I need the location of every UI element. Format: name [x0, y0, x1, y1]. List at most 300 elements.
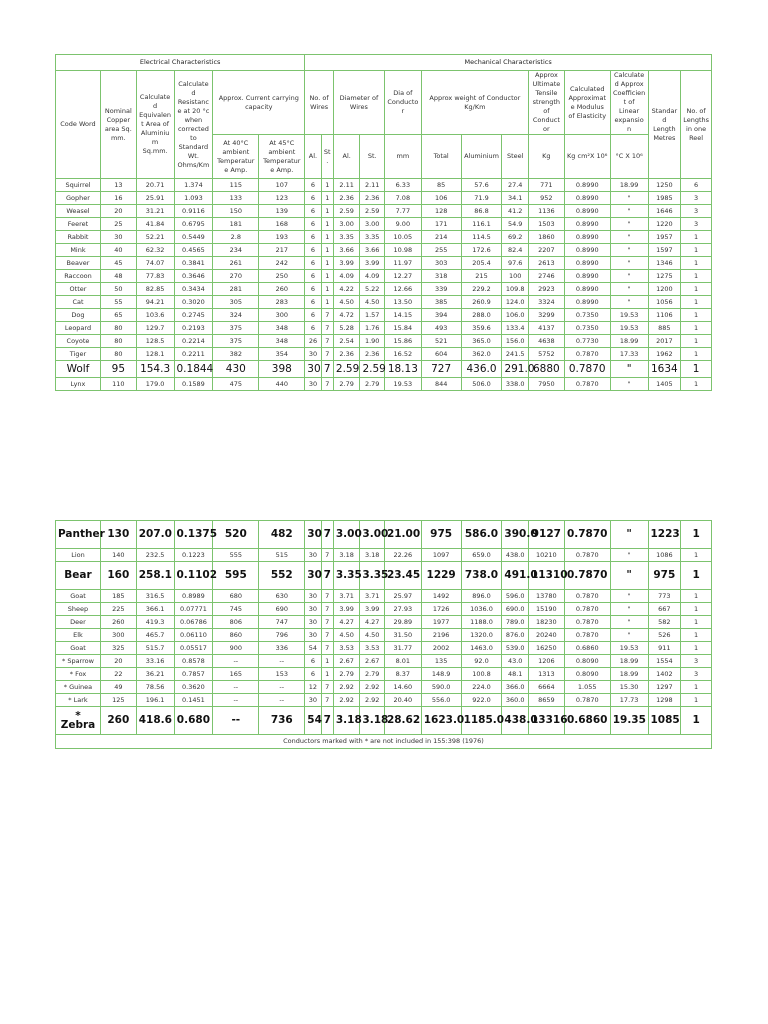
- table-cell: 80: [100, 322, 136, 335]
- table-cell: 1: [681, 322, 712, 335]
- table-cell: 109.8: [502, 283, 529, 296]
- table-cell: 348: [259, 322, 305, 335]
- table-cell: 2.59: [333, 361, 360, 378]
- table-cell: 1036.0: [461, 603, 502, 616]
- table-cell: 229.2: [461, 283, 502, 296]
- conductor-table-part-1: [55, 54, 712, 391]
- table-cell: 22.26: [384, 549, 421, 562]
- table-cell: 365.0: [461, 335, 502, 348]
- table-cell: 185: [100, 590, 136, 603]
- table-row: [56, 642, 712, 655]
- table-cell: 168: [259, 218, 305, 231]
- table-cell: 1: [321, 205, 333, 218]
- table-cell: ": [610, 361, 648, 378]
- table-cell: 844: [421, 378, 461, 391]
- table-cell: 1: [681, 694, 712, 707]
- table-cell: 6: [305, 322, 321, 335]
- code-word-cell: Weasel: [56, 205, 101, 218]
- table-cell: 129.7: [136, 322, 174, 335]
- table-cell: 727: [421, 361, 461, 378]
- table-cell: 3: [681, 218, 712, 231]
- table-cell: 2.92: [333, 681, 360, 694]
- code-word-cell: * Lark: [56, 694, 101, 707]
- table-cell: 359.6: [461, 322, 502, 335]
- table-cell: 1: [681, 616, 712, 629]
- table-cell: 69.2: [502, 231, 529, 244]
- table-cell: 30: [305, 378, 321, 391]
- table-cell: 4.50: [333, 629, 360, 642]
- table-cell: 106: [421, 192, 461, 205]
- table-cell: ": [610, 283, 648, 296]
- table-cell: 796: [259, 629, 305, 642]
- table-cell: 3.53: [360, 642, 385, 655]
- table-cell: 15.86: [384, 335, 421, 348]
- table-cell: 3.66: [360, 244, 385, 257]
- table-cell: 1086: [648, 549, 681, 562]
- table-cell: 8.01: [384, 655, 421, 668]
- table-cell: 3.18: [333, 707, 360, 735]
- table-cell: 4.72: [333, 309, 360, 322]
- table-cell: 2002: [421, 642, 461, 655]
- table-cell: 0.8990: [564, 218, 610, 231]
- table-row: [56, 270, 712, 283]
- table-cell: 0.7870: [564, 361, 610, 378]
- table-cell: 260: [100, 616, 136, 629]
- table-cell: 4.50: [360, 296, 385, 309]
- code-word-cell: Leopard: [56, 322, 101, 335]
- table-cell: 659.0: [461, 549, 502, 562]
- table-cell: 586.0: [461, 521, 502, 549]
- table-row: [56, 192, 712, 205]
- table-cell: 1: [321, 655, 333, 668]
- code-word-cell: Dog: [56, 309, 101, 322]
- table-cell: 6: [305, 192, 321, 205]
- table-cell: --: [213, 694, 259, 707]
- table-cell: 3.53: [333, 642, 360, 655]
- table-cell: 305: [213, 296, 259, 309]
- table-cell: 3.99: [360, 257, 385, 270]
- table-cell: 1: [681, 231, 712, 244]
- table-cell: 1962: [648, 348, 681, 361]
- table-cell: 324: [213, 309, 259, 322]
- table-cell: 3.00: [360, 218, 385, 231]
- table-cell: 224.0: [461, 681, 502, 694]
- table-cell: 1: [321, 257, 333, 270]
- table-cell: 745: [213, 603, 259, 616]
- table-cell: 7: [321, 309, 333, 322]
- table-cell: 54: [305, 707, 321, 735]
- table-cell: 52.21: [136, 231, 174, 244]
- table-cell: 114.5: [461, 231, 502, 244]
- table-cell: 1206: [528, 655, 564, 668]
- header-wires-al: Al.: [305, 135, 321, 179]
- table-cell: 30: [305, 694, 321, 707]
- table-cell: 1: [681, 549, 712, 562]
- table-cell: 382: [213, 348, 259, 361]
- table-cell: ": [610, 270, 648, 283]
- table-cell: 0.2211: [174, 348, 213, 361]
- table-cell: 4.50: [360, 629, 385, 642]
- table-cell: 18.99: [610, 668, 648, 681]
- table-cell: 667: [648, 603, 681, 616]
- table-cell: 0.1375: [174, 521, 213, 549]
- table-cell: 1: [681, 521, 712, 549]
- table-row: [56, 257, 712, 270]
- table-cell: 0.8990: [564, 192, 610, 205]
- table-cell: 260: [100, 707, 136, 735]
- table-row: [56, 668, 712, 681]
- table-cell: 30: [305, 616, 321, 629]
- table-cell: 1: [681, 361, 712, 378]
- header-uts-unit: Kg: [529, 135, 565, 179]
- code-word-cell: Tiger: [56, 348, 101, 361]
- table-cell: 125: [100, 694, 136, 707]
- table-cell: 4.09: [333, 270, 360, 283]
- table-cell: 36.21: [136, 668, 174, 681]
- table-cell: 107: [259, 179, 305, 192]
- table-cell: ": [610, 192, 648, 205]
- table-cell: 128.1: [136, 348, 174, 361]
- table-cell: 2.92: [360, 694, 385, 707]
- table-cell: 242: [259, 257, 305, 270]
- table-cell: 0.1102: [174, 562, 213, 590]
- table-cell: 1.76: [360, 322, 385, 335]
- table-cell: 3.00: [333, 521, 360, 549]
- table-cell: ": [610, 562, 648, 590]
- table-cell: 975: [648, 562, 681, 590]
- table-cell: 2.59: [360, 361, 385, 378]
- code-word-cell: Mink: [56, 244, 101, 257]
- code-word-cell: Beaver: [56, 257, 101, 270]
- table-cell: 23.45: [384, 562, 421, 590]
- table-cell: 0.8990: [564, 231, 610, 244]
- table-cell: 41.2: [502, 205, 529, 218]
- table-row: [56, 231, 712, 244]
- table-cell: 0.05517: [174, 642, 213, 655]
- table-cell: 26: [305, 335, 321, 348]
- table-cell: 1298: [648, 694, 681, 707]
- table-cell: 360.0: [502, 694, 529, 707]
- table-cell: 515.7: [136, 642, 174, 655]
- table-cell: 181: [213, 218, 259, 231]
- table-cell: 318: [421, 270, 461, 283]
- table-cell: 19.53: [610, 322, 648, 335]
- table-cell: 115: [213, 179, 259, 192]
- table-cell: 20240: [528, 629, 564, 642]
- table-cell: 74.07: [136, 257, 174, 270]
- table-cell: 156.0: [502, 335, 529, 348]
- table-cell: 0.2193: [174, 322, 213, 335]
- table-cell: 255: [421, 244, 461, 257]
- table-cell: 148.9: [421, 668, 461, 681]
- table-cell: 2207: [529, 244, 565, 257]
- table-cell: 20: [100, 655, 136, 668]
- table-cell: 2.59: [360, 205, 385, 218]
- table-cell: 3: [681, 655, 712, 668]
- table-cell: 12.27: [384, 270, 421, 283]
- table-cell: 30: [100, 231, 136, 244]
- table-cell: 4.22: [333, 283, 360, 296]
- table-cell: ": [610, 549, 648, 562]
- table-cell: 515: [259, 549, 305, 562]
- table-cell: 205.4: [461, 257, 502, 270]
- table-cell: 7.08: [384, 192, 421, 205]
- table-cell: 1: [321, 296, 333, 309]
- table-cell: 179.0: [136, 378, 174, 391]
- table-cell: 0.1223: [174, 549, 213, 562]
- table-cell: 18230: [528, 616, 564, 629]
- table-cell: 2.92: [333, 694, 360, 707]
- table-cell: 7: [321, 378, 333, 391]
- table-cell: 900: [213, 642, 259, 655]
- code-word-cell: Sheep: [56, 603, 101, 616]
- table-cell: 1297: [648, 681, 681, 694]
- table-cell: 1085: [648, 707, 681, 735]
- header-diameter-wires: Diameter of Wires: [333, 71, 384, 135]
- code-word-cell: * Guinea: [56, 681, 101, 694]
- table-cell: 0.4565: [174, 244, 213, 257]
- table-cell: 27.93: [384, 603, 421, 616]
- table-cell: 13.50: [384, 296, 421, 309]
- table-cell: 6.33: [384, 179, 421, 192]
- table-cell: 16250: [528, 642, 564, 655]
- header-weight: Approx weight of Conductor Kg/Km: [421, 71, 528, 135]
- table-cell: 18.99: [610, 335, 648, 348]
- header-code-word: Code Word: [56, 71, 101, 179]
- table-cell: 7: [321, 707, 333, 735]
- table-cell: 2923: [529, 283, 565, 296]
- table-cell: 465.7: [136, 629, 174, 642]
- table-cell: 153: [259, 668, 305, 681]
- table-cell: 139: [259, 205, 305, 218]
- table-cell: 595: [213, 562, 259, 590]
- table-cell: 2.67: [360, 655, 385, 668]
- table-cell: ": [610, 257, 648, 270]
- table-cell: 6: [305, 309, 321, 322]
- table-row: [56, 361, 712, 378]
- table-cell: 491.0: [502, 562, 529, 590]
- table-cell: ": [610, 590, 648, 603]
- table-cell: 65: [100, 309, 136, 322]
- table-cell: 234: [213, 244, 259, 257]
- table-cell: 493: [421, 322, 461, 335]
- table-cell: 130: [100, 521, 136, 549]
- table-cell: 7: [321, 322, 333, 335]
- table-cell: 5752: [529, 348, 565, 361]
- table-cell: 128: [421, 205, 461, 218]
- table-cell: 133.4: [502, 322, 529, 335]
- table-cell: ": [610, 629, 648, 642]
- table-cell: 1: [681, 296, 712, 309]
- table-cell: ": [610, 296, 648, 309]
- table-cell: 261: [213, 257, 259, 270]
- table-cell: 82.4: [502, 244, 529, 257]
- table-cell: ": [610, 205, 648, 218]
- section-mechanical: Mechanical Characteristics: [305, 55, 712, 71]
- table-cell: 124.0: [502, 296, 529, 309]
- table-cell: 172.6: [461, 244, 502, 257]
- table-cell: 1597: [648, 244, 681, 257]
- table-cell: 1623.0: [421, 707, 461, 735]
- table-cell: 16.52: [384, 348, 421, 361]
- table-cell: 806: [213, 616, 259, 629]
- table-cell: 1.90: [360, 335, 385, 348]
- table-cell: 1405: [648, 378, 681, 391]
- table-cell: 196.1: [136, 694, 174, 707]
- table-cell: 160: [100, 562, 136, 590]
- table-cell: 303: [421, 257, 461, 270]
- table-row: [56, 655, 712, 668]
- table-cell: 325: [100, 642, 136, 655]
- table-cell: 19.53: [610, 309, 648, 322]
- header-weight-aluminium: Aluminium: [461, 135, 502, 179]
- table-cell: 390.0: [502, 521, 529, 549]
- table-cell: 300: [100, 629, 136, 642]
- table-cell: 362.0: [461, 348, 502, 361]
- table-cell: 0.6860: [564, 642, 610, 655]
- table-cell: 3.71: [360, 590, 385, 603]
- table-cell: 2613: [529, 257, 565, 270]
- table-cell: 690.0: [502, 603, 529, 616]
- table-cell: 1: [321, 668, 333, 681]
- table-cell: 2.36: [360, 192, 385, 205]
- table-cell: 100: [502, 270, 529, 283]
- table-cell: 30: [305, 562, 321, 590]
- table-cell: 596.0: [502, 590, 529, 603]
- code-word-cell: Otter: [56, 283, 101, 296]
- table-cell: 30: [305, 549, 321, 562]
- table-cell: 0.8578: [174, 655, 213, 668]
- table-cell: 2.11: [360, 179, 385, 192]
- table-cell: 49: [100, 681, 136, 694]
- table-cell: 18.99: [610, 179, 648, 192]
- table-cell: 5.22: [360, 283, 385, 296]
- table-cell: 0.8990: [564, 179, 610, 192]
- table-cell: 30: [305, 590, 321, 603]
- table-cell: 375: [213, 335, 259, 348]
- table-cell: 30: [305, 521, 321, 549]
- table-cell: 10.05: [384, 231, 421, 244]
- table-cell: 0.7350: [564, 309, 610, 322]
- table-cell: 771: [529, 179, 565, 192]
- table-cell: 2.36: [333, 348, 360, 361]
- table-cell: 86.8: [461, 205, 502, 218]
- table-cell: 7: [321, 335, 333, 348]
- table-cell: 747: [259, 616, 305, 629]
- table-cell: 28.62: [384, 707, 421, 735]
- table-cell: 214: [421, 231, 461, 244]
- table-cell: 0.8990: [564, 270, 610, 283]
- table-cell: 0.7870: [564, 549, 610, 562]
- table-cell: 171: [421, 218, 461, 231]
- table-cell: 0.3841: [174, 257, 213, 270]
- table-cell: 13316: [528, 707, 564, 735]
- table-cell: 2.8: [213, 231, 259, 244]
- table-cell: 250: [259, 270, 305, 283]
- table-cell: 0.7857: [174, 668, 213, 681]
- table-cell: 1: [321, 192, 333, 205]
- table-cell: 6: [305, 296, 321, 309]
- table-cell: 15.30: [610, 681, 648, 694]
- table-cell: 366.0: [502, 681, 529, 694]
- table-row: [56, 348, 712, 361]
- header-expansion-unit: °C X 10⁶: [610, 135, 648, 179]
- table-cell: 48.1: [502, 668, 529, 681]
- table-cell: 316.5: [136, 590, 174, 603]
- table-cell: 690: [259, 603, 305, 616]
- table-cell: 27.4: [502, 179, 529, 192]
- table-cell: 354: [259, 348, 305, 361]
- table-cell: 7: [321, 603, 333, 616]
- header-modulus: Calculated Approximate Modulus of Elasticity: [564, 71, 610, 135]
- table-cell: 555: [213, 549, 259, 562]
- table-cell: 1646: [648, 205, 681, 218]
- table-cell: 80: [100, 348, 136, 361]
- code-word-cell: Lynx: [56, 378, 101, 391]
- table-cell: 5.28: [333, 322, 360, 335]
- table-cell: 336: [259, 642, 305, 655]
- table-cell: 7: [321, 590, 333, 603]
- table-cell: 0.8990: [564, 257, 610, 270]
- table-cell: ": [610, 616, 648, 629]
- table-cell: 2017: [648, 335, 681, 348]
- table-cell: 0.7870: [564, 562, 610, 590]
- table-row: [56, 205, 712, 218]
- table-cell: 6880: [529, 361, 565, 378]
- table-cell: 10210: [528, 549, 564, 562]
- table-cell: 165: [213, 668, 259, 681]
- table-cell: 3.66: [333, 244, 360, 257]
- table-cell: 62.32: [136, 244, 174, 257]
- table-cell: 7: [321, 642, 333, 655]
- table-cell: 18.13: [384, 361, 421, 378]
- table-cell: 43.0: [502, 655, 529, 668]
- table-cell: 30: [305, 348, 321, 361]
- table-cell: 6: [305, 270, 321, 283]
- table-cell: 128.5: [136, 335, 174, 348]
- table-cell: 520: [213, 521, 259, 549]
- table-cell: 860: [213, 629, 259, 642]
- table-cell: 78.56: [136, 681, 174, 694]
- table-cell: 3: [681, 192, 712, 205]
- table-cell: 7950: [529, 378, 565, 391]
- table-cell: 876.0: [502, 629, 529, 642]
- table-cell: 3.71: [333, 590, 360, 603]
- table-cell: ": [610, 244, 648, 257]
- table-cell: 0.1451: [174, 694, 213, 707]
- code-word-cell: Feeret: [56, 218, 101, 231]
- table-cell: 0.9116: [174, 205, 213, 218]
- table-cell: 375: [213, 322, 259, 335]
- table-row: [56, 562, 712, 590]
- table-cell: 123: [259, 192, 305, 205]
- table-cell: 1: [321, 270, 333, 283]
- table-cell: 283: [259, 296, 305, 309]
- table-cell: 0.7870: [564, 378, 610, 391]
- table-cell: 12: [305, 681, 321, 694]
- table-cell: 1275: [648, 270, 681, 283]
- table-cell: 1: [681, 257, 712, 270]
- table-cell: 1: [321, 244, 333, 257]
- table-cell: 17.33: [610, 348, 648, 361]
- table-cell: 1634: [648, 361, 681, 378]
- table-cell: 106.0: [502, 309, 529, 322]
- table-cell: 0.8990: [564, 205, 610, 218]
- table-cell: 34.1: [502, 192, 529, 205]
- table-cell: 430: [213, 361, 259, 378]
- table-cell: 3.99: [333, 603, 360, 616]
- table-cell: 2.36: [360, 348, 385, 361]
